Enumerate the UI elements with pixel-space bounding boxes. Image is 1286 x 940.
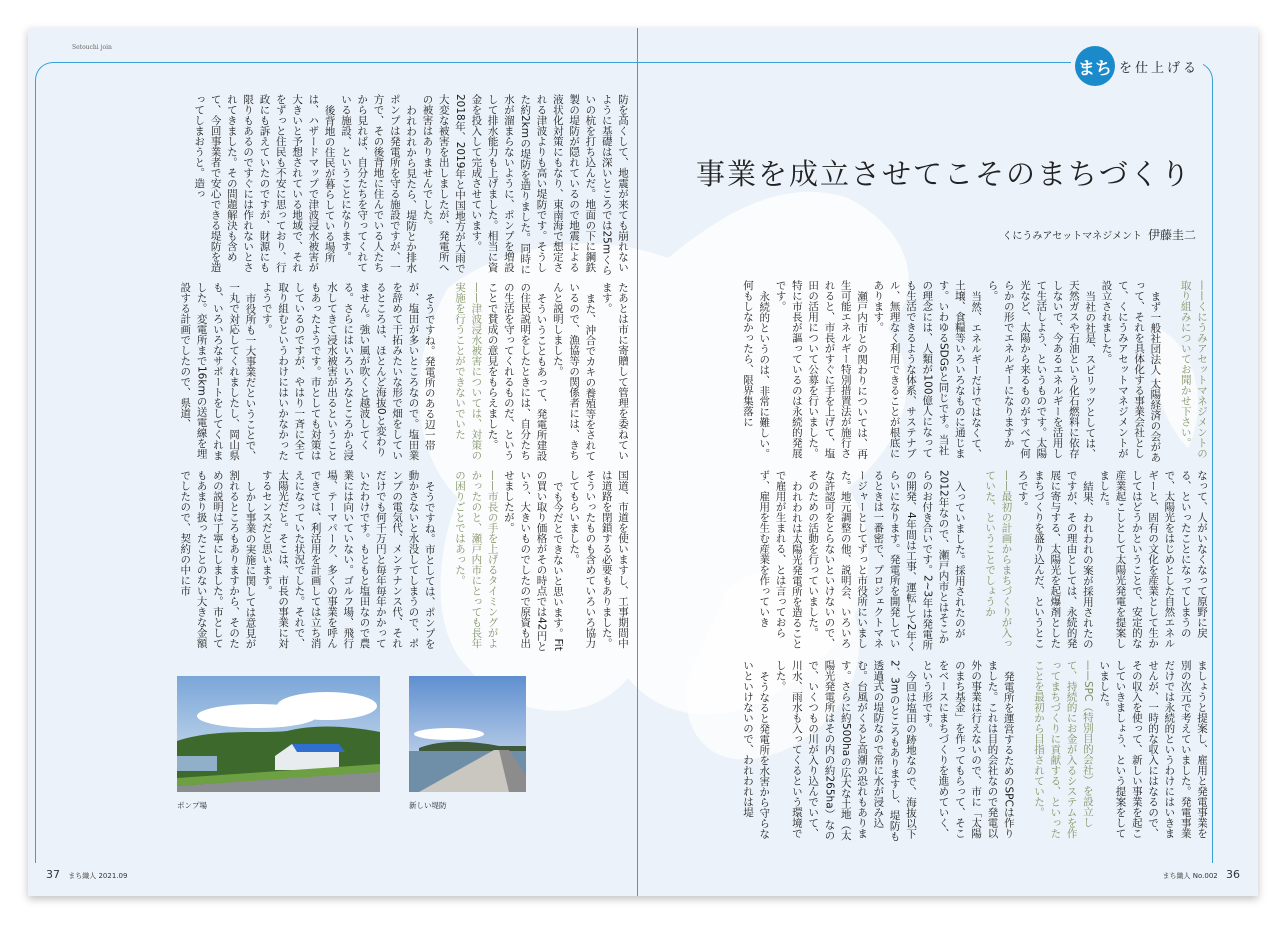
interview-question: ——くにうみアセットマネジメントの取り組みについてお聞かせ下さい。 [1179,280,1208,459]
text-block-right-middle [680,470,1210,652]
magazine-spread [28,28,1258,896]
paragraph: 市役所も一大事業だということで、一丸で対応してくれましたし、岡山県も、いろいろなサポートをしてくれました。変電所まで16kmの送電線を埋設する計画でしたので、県道、 [179,282,257,461]
paragraph: そうなると発電所を水害から守らないといけないので、われわれは堤 [741,660,771,839]
paragraph: われわれは太陽光発電所を造ることで雇用が生まれる、とは言っておらず、雇用を生む産業を作っていき [758,470,803,649]
photo-pump-station [177,676,380,792]
running-head: Setouchi join [72,44,112,51]
text-block-right-bottom [680,660,1210,842]
paragraph: 当社の社是、スピリッツとしては、天然ガスや石油という化石燃料に依存しないで、今あるエネルギーを活用して生活しよう、というものです。太陽光など、太陽から来るものがすべて何らかの形でエネルギーになりますから。 [986,280,1097,459]
logo-mark: まち [1075,46,1115,86]
paragraph: 結果、われわれの案が採用されたのですが、その理由としては、永続的発展に寄与する、太陽光を起爆剤としたまちづくりを盛り込んだ、というところです。 [1016,470,1094,649]
paragraph: 防を高くして、地震が来ても崩れないように基礎は深いところでは25mくらいの杭を打ち込んだ。地面の下に鋼鉄製の堤防が隠れているので地震による液状化対策にもなり、東南海で想定される津波よりも高い堤防です。そうした約2kmの堤防を造りました。同時に水が溜まらないように、ポンプを増設して排水能力も上げました。相当に資金を投入して完成させています。2018年、2019年と中国地方が大雨で大変な被害を出しましたが、発電所への被害はありませんでした。 [421,94,629,276]
paragraph: 永続的というのは、非常に難しい。何もしなかったら、限界集落に [741,280,771,459]
photo-caption: ポンプ場 [177,801,207,810]
magazine-name: まち織人 [1162,872,1191,880]
page-number: 37 [46,868,60,881]
paragraph: そうですね。発電所のある辺一帯が、塩田が多いところなので。塩田業を辞めて干拓みたいな形で畑をしているところは、ほとんど海抜0と変わりません。強い風が吹くと越波してくる。さらにはいろいろなところから浸水してきて浸水被害が出るということもあったようです。市としても対策はしているのですが、やはり一斉に全て取り組むというわけにはいかなかったようです。 [260,282,436,461]
paragraph: 発電所を運営するためのSPCは作りました。これは目的会社なので発電以外の事業は行えないので、市に「太陽のまち基金」を作ってもらって、そこをベースにまちづくりを進めていく、という形です。 [921,660,1015,839]
paragraph: しかし事業の実施に関しては意見が割れるところもありますから、そのための説明は丁寧にしました。市としてもあまり扱ったことのない大きな金額でしたので、契約の中に市 [179,470,257,649]
byline-name: 伊藤圭二 [1147,228,1196,242]
folio-right [1163,868,1246,881]
paragraph: 瀬戸内市との関わりについては、再生可能エネルギー特別措置法が施行されると、市長がすぐに手を上げて、塩田の活用について公募を行いました。特に市長が謳っているのは永続的発展です。 [774,280,869,459]
interview-question: ——最初の計画からまちづくりが入っていた、ということでしょうか [984,470,1013,649]
interview-question: ——津波浸水被害については、対策の実施を行うことができないでいた [454,282,483,461]
paragraph: 今回は塩田の跡地なので、海抜以下2、3mのところもありますし、堤防も透過式の堤防なので常に水が浸み込む。台風がくると高潮の恐れもあります。さらに約500haの広大な土地（太陽光発電所はその内の約265ha）なので、いくつもの川が入り込んでいて、川水、雨水も入ってくるという環境でした。 [774,660,917,842]
folio-left [40,868,127,881]
paragraph: 当然、エネルギーだけではなくて、土壌、食糧等いろいろなものに通じます。いわゆるSDGsと同じです。当社の理念には、人類が100億人になっても生活できるような体系、サステナブル、無理なく利用できることが根底にあります。 [872,280,983,459]
paragraph: たあとは市に寄贈して管理を委ねています。 [600,282,629,461]
byline-company: くにうみアセットマネジメント [1002,231,1142,242]
byline [1002,226,1196,243]
page-number: 36 [1226,868,1240,881]
article-title: 事業を成立させてこそのまちづくり [696,157,1192,191]
logo-text: を仕上げる [1119,60,1200,76]
photo-new-levee [409,676,526,792]
paragraph: また、沖合でカキの養殖等をされているので、漁協等の関係者には、きちんと説明しました。 [551,282,597,461]
paragraph: そうですね。市としては、ポンプを動かさないと水没してしまうので、ポンプの電気代、メンテナンス代、それだけでも何千万円と毎年毎年かかっていたわけです。もともと塩田なので農業には向いていない。ゴルフ場、飛行場、テーマパーク、多くの事業を呼んできては、利活用を計画しては立ち消えになっていた状況でした。それで、太陽光だと。そこは、市長の事業に対するセンスだと思います。 [260,470,436,649]
interview-question: ——SPC（特別目的会社）を設立して、持続的にお金が入るシステムを作ってまちづくりに貢献する、といったことを最初から目指されていた。 [1033,660,1094,839]
paragraph: 後背地の住民が暮らしている場所は、ハザードマップで津波浸水被害が大きいと予想されている地域で、それをずっと住民も不安に思っており、行政にも訴えていたのですが、財源にも限りもあるのですぐには作れないとされてきました。その問題解決も含めて、今回事業者で安心できる堤防を造ってしまおうと。造っ [193,94,336,273]
magazine-name: まち織人 [68,872,97,880]
issue-number: No.002 [1192,872,1218,880]
text-block-left-top [96,94,631,276]
paragraph: 国道、市道を使いますし、工事期間中は道路を閉鎖する必要もありました。そういったものも含めていろいろ協力してもらいました。 [568,470,629,649]
paragraph: われわれから見たら、堤防とか排水ポンプは発電所を守る施設ですが、一方で、その後背地に住んでいる人たちから見れば、自分たちを守ってくれている施設、ということになります。 [339,94,418,273]
paragraph: なって、人がいなくなって原野に戻る、といったことになってしまうので、太陽光をはじめとした自然エネルギーと、固有の文化を産業として生かしてはどうかということで、安定的な産業起こしとして太陽光発電を提案しました。 [1098,470,1208,649]
paragraph: ましょうと提案し、雇用と発電事業を別の次元で考えていました。発電事業だけでは永続的というわけにはいきませんが、一時的な収入にはなるので、その収入を使って、新しい事業を起こしていきましょう、という提案をしていました。 [1098,660,1208,839]
text-block-left-middle [96,282,631,464]
series-logo [1071,46,1203,86]
text-block-right-top [680,280,1210,462]
paragraph: でも今だとできないと思います。Fitの買い取り価格がその時点では42円という、大きいものでしたので原資も出せましたが。 [502,470,564,652]
text-block-left-bottom [96,470,631,652]
paragraph: 入っていました。採用されたのが2012年なので、瀬戸内市とはそこからのお付き合いです。2~3年は発電所の開発、4年間は工事、運転して2年くらいになります。発電所を開発しているときは一番密で、プロジェクトマネージャーとしてずっと市役所にいました。地元調整の他、説明会、いろいろな許認可をとらないといけないので、そのための活動を行っていました。 [807,470,966,652]
photo-caption: 新しい堤防 [409,801,447,810]
spine-divider [637,28,638,896]
paragraph: そういうこともあって、発電所建設の住民説明をしたときには、自分たちの生活を守ってくれるものだ、ということで賛成の意見をもらえました。 [486,282,548,461]
issue-date: 2021.09 [98,872,128,880]
interview-question: ——市長の手を上げるタイミングがよかったのと、瀬戸内市にとっても長年の困りごとではあった。 [454,470,499,649]
paragraph: まず一般社団法人 太陽経済の会があって、それを具体化する事業会社として、くにうみアセットマネジメントが設立されました。 [1100,280,1162,462]
